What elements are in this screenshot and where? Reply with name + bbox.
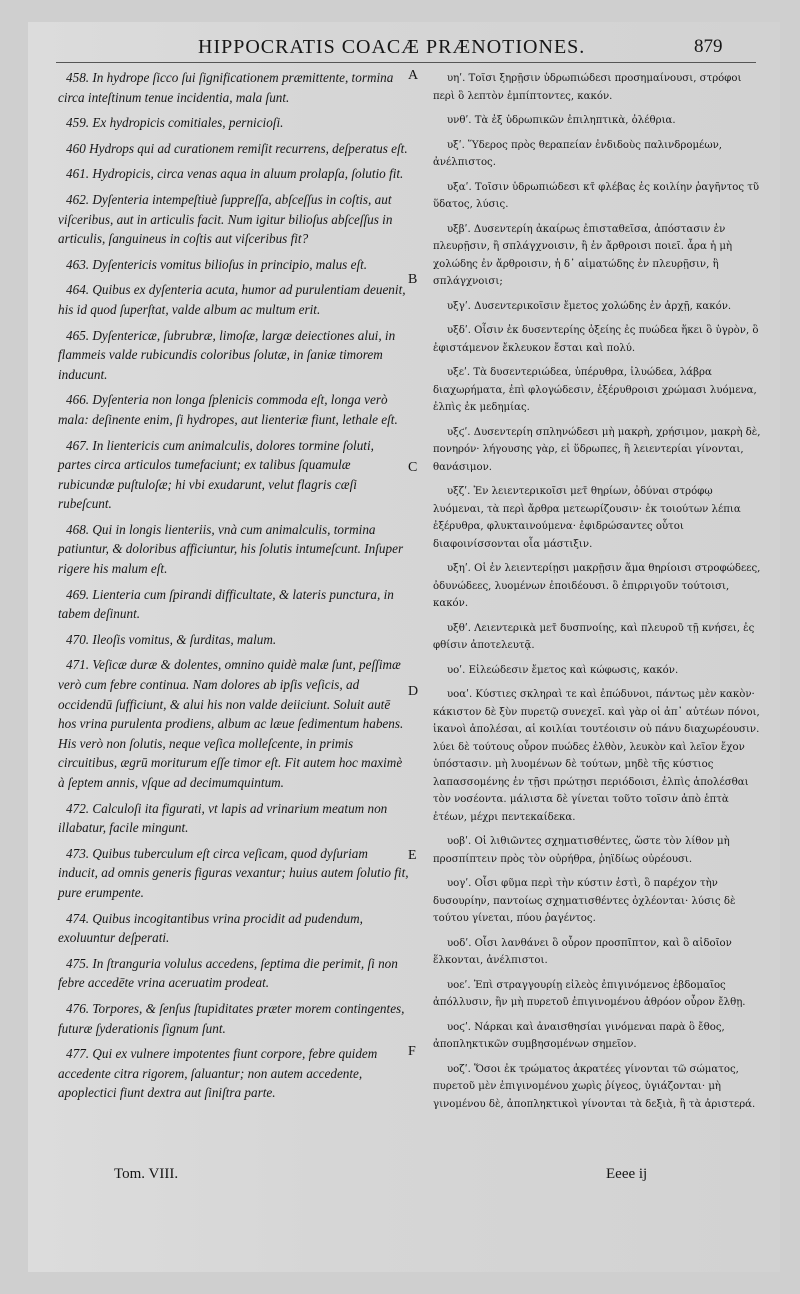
greek-entry: υξθʹ. Λειεντερικὰ μετ̄ δυσπνοίης, καὶ πλευροῦ τῇ κνήσει, ἐς φθίσιν ἀποτελευτᾷ. [433,622,755,651]
greek-entry: υοεʹ. Ἐπὶ στραγγουρίῃ εἰλεὸς ἐπιγινόμενος ἑβδομαῖος ἀπόλλυσιν, ἢν μὴ πυρετοῦ ἐπιγινομένου ἀθρόον οὖρον ἔλθῃ. [433,979,746,1008]
latin-entry: 474. Quibus incogitantibus vrina procidit ad pudendum, exoluuntur deſperati. [58,910,363,946]
greek-entry: υξεʹ. Τὰ δυσεντεριώδεα, ὑπέρυθρα, ἰλυώδεα, λάβρα διαχωρήματα, ἐπὶ φλογώδεσιν, ἐξέρυθροισι χρώμασι λυόμενα, ἐλπὶς ἐκ μεδημίας. [433,367,757,413]
margin-letter-f: F [408,1044,416,1059]
greek-entry: υξηʹ. Οἱ ἐν λειεντερίῃσι μακρῇσιν ἅμα θηρίοισι στροφώδεες, ὀδυνώδεες, λυομένων ἐποιδέουσι. ὃ ἐπιρριγοῦν τούτοισι, κακόν. [433,563,761,609]
latin-entry: 459. Ex hydropicis comitiales, pernicioſi. [66,115,284,131]
latin-entry: 466. Dyſenteria non longa ſplenicis commoda eſt, longa verò mala: deſinente enim, ſi hydropes, aut lienteriæ fiunt, lethale eſt. [58,392,398,427]
latin-entry: 465. Dyſentericæ, ſubrubræ, limoſæ, largæ deiectiones alui, in flammeis valde rubicundis coloribus ſolutæ, in ſaniæ timorem inducunt. [58,327,396,382]
book-page [28,22,780,1272]
greek-entry: υξζʹ. Ἐν λειεντερικοῖσι μετ̄ θηρίων, ὀδύναι στρόφῳ λυόμεναι, τὰ περὶ ἄρθρα μετεωρίζουσιν· ἐκ τοιούτων λέπια ἐξέρυθρα, φλυκταινούμενα· ἐφιδρώσαντες οὗτοι διαφοινίσσονται οἷα μάστιξιν. [433,486,741,550]
greek-entry: υοʹ. Εἰλεώδεσιν ἔμετος καὶ κώφωσις, κακόν. [447,664,679,676]
margin-letter-a: A [408,68,419,83]
latin-entry: 471. Veſicæ duræ & dolentes, omnino quidè malæ ſunt, peſſimæ verò cum febre continua. Nam dolores ab ipſis veſicis, ad occidendū ſufficiunt, & alui his non valde deiiciunt. Soluit autē hos vrina purulenta prodiens, album ac læue ſedimentum habens. His verò non ſolutis, neque veſica molleſcente, in primis circuitibus, ægrū moriturum eſſe timor eſt. Fit autem hoc maximè à ſeptem annis, vſque ad decimumquintum. [58,657,404,790]
greek-entry: υοδʹ. Οἷσι λανθάνει ὃ οὖρον προσπῖπτον, καὶ ὃ αἰδοῖον ἕλκονται, ἀνέλπιστοι. [433,937,732,966]
latin-entry: 470. Ileoſis vomitus, & ſurditas, malum. [66,631,277,647]
latin-entry: 476. Torpores, & ſenſus ſtupiditates præter morem contingentes, futuræ ſyderationis ſignum ſunt. [58,1000,405,1036]
latin-entry: 475. In ſtranguria volulus accedens, ſeptima die perimit, ſi non febre accedēte vrina aceruatim prodeat. [58,955,398,991]
greek-entry: υξʹ. Ὕδερος πρὸς θεραπείαν ἐνδιδοὺς παλινδρομέων, ἀνέλπιστος. [433,139,723,168]
latin-entry: 467. In lientericis cum animalculis, dolores tormine ſoluti, partes circa articulos tumefaciunt; ex talibus ſquamulæ rubicundæ puſtuloſæ; hi vbi exudarunt, velut flagris cæſi rubeſcunt. [58,437,374,512]
volume-signature: Tom. VIII. [114,1166,179,1182]
greek-entry: υοβʹ. Οἱ λιθιῶντες σχηματισθέντες, ὥστε τὸν λίθον μὴ προσπίπτειν πρὸς τὸν οὐρήθρα, ῥηϊδίως οὐρέουσι. [433,836,730,865]
latin-column [58,68,410,1109]
latin-entry: 458. In hydrope ſicco ſui ſignificationem præmittente, tormina circa inteſtinum tenue incidentia, mala ſunt. [58,70,394,105]
margin-letter-d: D [408,684,419,699]
greek-entry: υηʹ. Τοῖσι ξηρῇσιν ὑδρωπιώδεσι προσημαίνουσι, στρόφοι περὶ ὃ λεπτὸν ἐμπίπτοντες, κακόν. [433,73,742,102]
greek-entry: υοαʹ. Κύστιες σκληραὶ τε καὶ ἐπώδυνοι, πάντως μὲν κακὸν· κάκιστον δὲ ξὺν πυρετῷ συνεχεῖ. καὶ γὰρ οἱ ἀπ᾽ αὐτέων πόνοι, ἱκανοὶ ἀπολέσαι, αἱ κοιλίαι τουτέοισιν οὐ πάνυ διαχωρέουσιν. λύει δὲ τούτους οὖρον πυώδες ἐλθὸν, λευκὸν καὶ λεῖον ἔχον ὑπόστασιν. μὴ λυομένων δὲ τούτων, μηδὲ τῆς κύστιος λαπασσομένης ἐν τῇσι πρώτῃσι περιόδοισι, ἐλπὶς ἀπολέσθαι τὸν νοσέοντα. μάλιστα δὲ γίνεται τοῦτο τοῖσιν ἀπὸ ἑπτὰ ἐτέων, μέχρι πεντεκαίδεκα. [433,689,760,823]
latin-entry: 472. Calculoſi ita figurati, vt lapis ad vrinarium meatum non illabatur, facile mingunt. [58,800,388,836]
greek-entry: υοζʹ. Ὅσοι ἐκ τρώματος ἀκρατέες γίνονται τῶ σώματος, πυρετοῦ μὲν ἐπιγινομένου χωρὶς ῥίγεος, ὑγιάζονται· μὴ γινομένου δὲ, ἀποπληκτικοὶ γίνονται τὰ δεξιὰ, ἢ τὰ ἀριστερά. [433,1063,756,1110]
latin-entry: 469. Lienteria cum ſpirandi difficultate, & lateris punctura, in tabem deſinunt. [58,586,394,622]
latin-entry: 461. Hydropicis, circa venas aqua in aluum prolapſa, ſolutio fit. [66,166,404,182]
greek-entry: υξϛʹ. Δυσεντερίη σπληνώδεσι μὴ μακρὴ, χρήσιμον, μακρὴ δὲ, πονηρόν· λήγουσης γὰρ, εἰ ὕδρωπες, ἢ λειεντερίαι γίνονται, θανάσιμον. [433,426,761,473]
latin-entry: 462. Dyſenteria intempeſtiuè ſuppreſſa, abſceſſus in coſtis, aut viſceribus, aut in articulis facit. Num igitur bilioſus abſceſſus in articulis, ſanguineus in coſtis aut viſceribus fit? [58,191,393,247]
latin-entry: 460 Hydrops qui ad curationem remiſit recurrens, deſperatus eſt. [66,140,408,156]
latin-entry: 464. Quibus ex dyſenteria acuta, humor ad purulentiam deuenit, his id quod ſuperſtat, valde album ac multum erit. [58,282,406,317]
page-number: 879 [694,36,723,57]
header-rule [56,62,756,63]
catchword: Eeee ij [606,1166,648,1182]
greek-entry: υξγʹ. Δυσεντερικοῖσιν ἔμετος χολώδης ἐν ἀρχῇ, κακόν. [447,300,732,312]
margin-letter-c: C [408,460,418,475]
greek-entry: υογʹ. Οἷσι φῦμα περὶ τὴν κύστιν ἐστὶ, ὃ παρέχον τὴν δυσουρίην, παντοίως σχηματισθέντες ὀχλέονται· λύσις δὲ τούτου γίνεται, πύου ῥαγέντος. [433,878,736,924]
greek-entry: υξαʹ. Τοῖσιν ὑδρωπιώδεσι κτ̄ φλέβας ἐς κοιλίην ῥαγῆντος τῦ ὕδατος, λύσις. [433,181,760,210]
running-title: HIPPOCRATIS COACÆ PRÆNOTIONES. [198,36,586,58]
greek-entry: υοϛʹ. Νάρκαι καὶ ἀναισθησίαι γινόμεναι παρὰ ὃ ἔθος, ἀποπληκτικῶν συμβησομένων σημεῖον. [433,1021,725,1050]
latin-entry: 473. Quibus tuberculum eſt circa veſicam, quod dyſuriam inducit, ad omnis generis figuras vexantur; huius autem ſolutio fit, pure erumpente. [58,845,409,900]
margin-letter-e: E [408,848,417,863]
greek-column [433,70,763,1120]
latin-entry: 463. Dyſentericis vomitus bilioſus in principio, malus eſt. [66,256,368,272]
latin-entry: 477. Qui ex vulnere impotentes fiunt corpore, febre quidem accedente citra rigorem, ſaluantur; non autem accedente, apoplectici fiunt dextra aut ſiniſtra parte. [58,1046,378,1101]
greek-entry: υνθʹ. Τὰ ἐξ ὑδρωπικῶν ἐπιληπτικὰ, ὀλέθρια. [447,115,676,126]
latin-entry: 468. Qui in longis lienteriis, vnà cum animalculis, tormina patiuntur, & doloribus afficiuntur, his ſolutis intumeſcunt. Inſuper rigere his malum eſt. [58,521,404,577]
greek-entry: υξβʹ. Δυσεντερίη ἀκαίρως ἐπισταθεῖσα, ἀπόστασιν ἐν πλευρῇσιν, ἢ σπλάγχνοισιν, ἢ ἐν ἄρθροισι ποιεῖ. ἆρα ἡ μὴ χολώδης ἐν ἄρθροισιν, ἡ δ᾽ αἱματώδης ἐν πλευρῇσιν, ἢ σπλάγχνοισι; [433,223,733,287]
margin-letter-b: B [408,272,418,287]
greek-entry: υξδʹ. Οἷσιν ἐκ δυσεντερίης ὀξείης ἐς πυώδεα ἥκει ὃ ὑγρὸν, ὃ ἐφιστάμενον ἔκλευκον ἔσται καὶ πολύ. [433,325,759,354]
